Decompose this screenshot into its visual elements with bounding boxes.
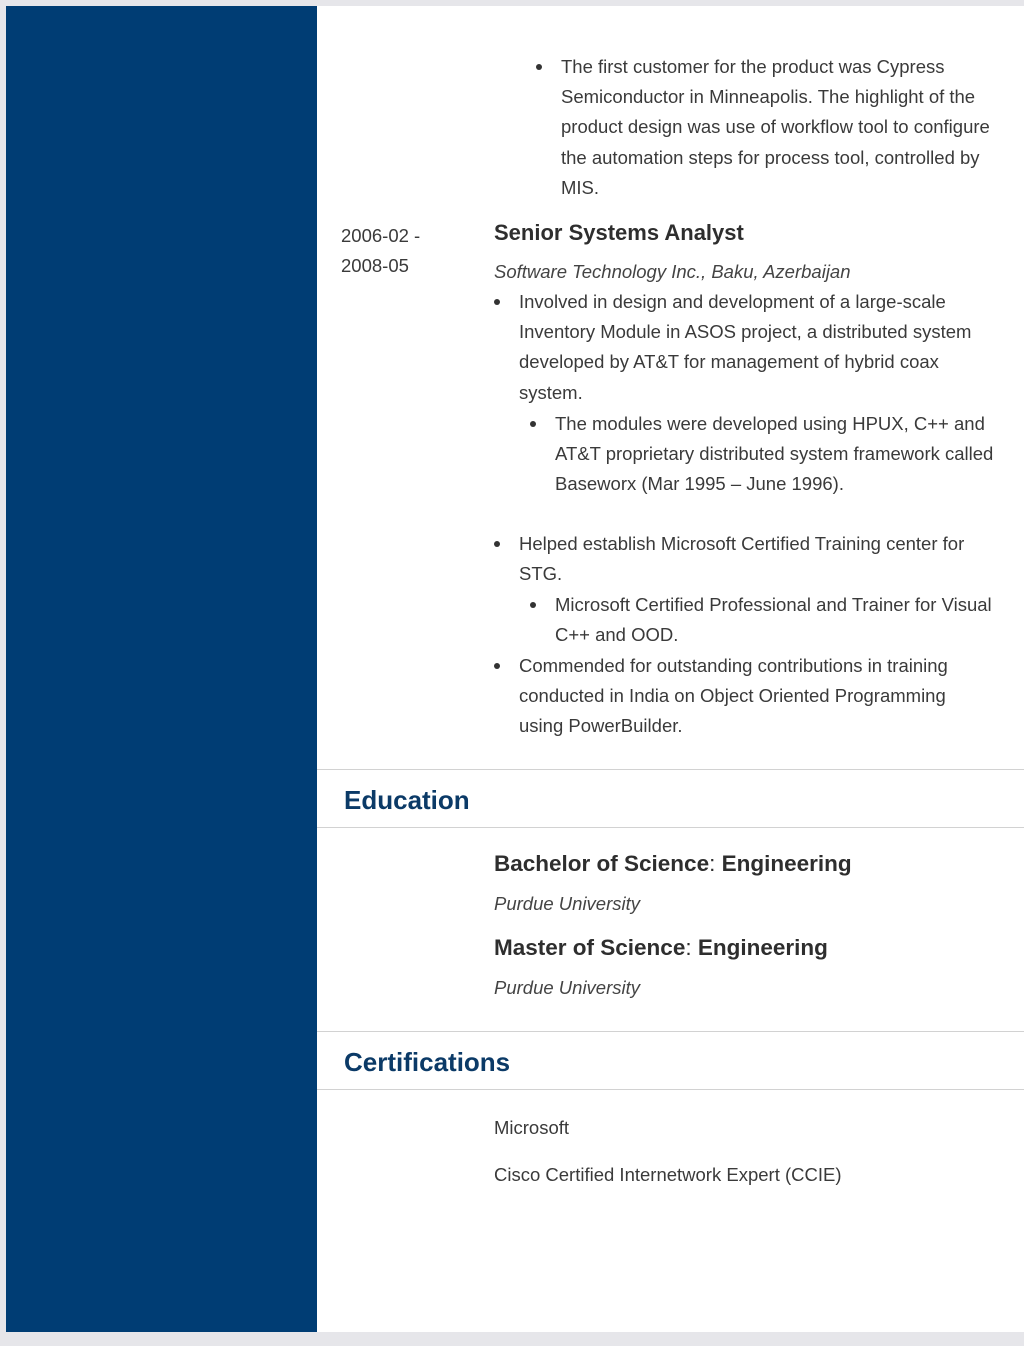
list-item — [519, 287, 979, 408]
bullet-icon — [530, 602, 536, 608]
job-bullet-list-3 — [519, 651, 979, 742]
list-item — [561, 52, 1011, 203]
certification-item-1: Microsoft — [494, 1117, 570, 1138]
list-item — [555, 590, 1000, 650]
certification-item-2: Cisco Certified Internetwork Expert (CCIE) — [494, 1164, 842, 1185]
degree-separator: : — [685, 935, 692, 960]
degree-name: Master of Science — [494, 935, 686, 960]
previous-job-subbullet-text: The first customer for the product was Cypress Semiconductor in Minneapolis. The highlight of the product design was use of workflow tool to configure the automation steps for process tool, controlled by MIS. — [561, 56, 990, 198]
bullet-icon — [494, 663, 500, 669]
certifications-rule-top — [317, 1031, 1024, 1032]
list-item — [555, 409, 995, 500]
list-item — [519, 529, 1009, 589]
education-heading: Education — [344, 785, 470, 815]
job-bullet-3-text: Commended for outstanding contributions in training conducted in India on Object Oriented Programming using PowerBuilder. — [519, 655, 948, 737]
job-company: Software Technology Inc., Baku, Azerbaijan — [494, 261, 851, 282]
job-bullet-1-sub-text: The modules were developed using HPUX, C++ and AT&T proprietary distributed system framework called Baseworx (Mar 1995 – June 1996). — [555, 413, 994, 495]
job-bullet-2-text: Helped establish Microsoft Certified Training center for STG. — [519, 533, 965, 585]
bullet-icon — [494, 299, 500, 305]
education-degree-2 — [494, 933, 828, 963]
main-content — [317, 6, 1024, 1332]
job-bullet-1-text: Involved in design and development of a large-scale Inventory Module in ASOS project, a distributed system developed by AT&T for management of hybrid coax system. — [519, 291, 972, 403]
degree-field: Engineering — [721, 851, 852, 876]
education-rule-bottom — [317, 827, 1024, 828]
degree-separator: : — [709, 851, 716, 876]
job-date-end: 2008-05 — [341, 255, 409, 276]
job-title: Senior Systems Analyst — [494, 220, 744, 245]
bullet-icon — [494, 541, 500, 547]
bullet-icon — [536, 64, 542, 70]
resume-page — [6, 6, 1024, 1332]
education-school-1: Purdue University — [494, 893, 641, 914]
job-date-start: 2006-02 - — [341, 225, 421, 246]
previous-job-subbullet-list — [561, 52, 1011, 203]
job-bullet-list-2 — [519, 529, 1009, 589]
degree-name: Bachelor of Science — [494, 851, 710, 876]
education-rule-top — [317, 769, 1024, 770]
sidebar-panel — [6, 6, 317, 1332]
education-school-2: Purdue University — [494, 977, 641, 998]
list-item — [519, 651, 979, 742]
certifications-rule-bottom — [317, 1089, 1024, 1090]
job-subbullet-list-1 — [555, 409, 995, 500]
job-bullet-list-1 — [519, 287, 979, 408]
job-bullet-2-sub-text: Microsoft Certified Professional and Trainer for Visual C++ and OOD. — [555, 594, 992, 646]
certifications-heading: Certifications — [344, 1047, 511, 1077]
education-degree-1 — [494, 849, 852, 879]
bullet-icon — [530, 421, 536, 427]
degree-field: Engineering — [697, 935, 828, 960]
job-subbullet-list-2 — [555, 590, 1000, 650]
